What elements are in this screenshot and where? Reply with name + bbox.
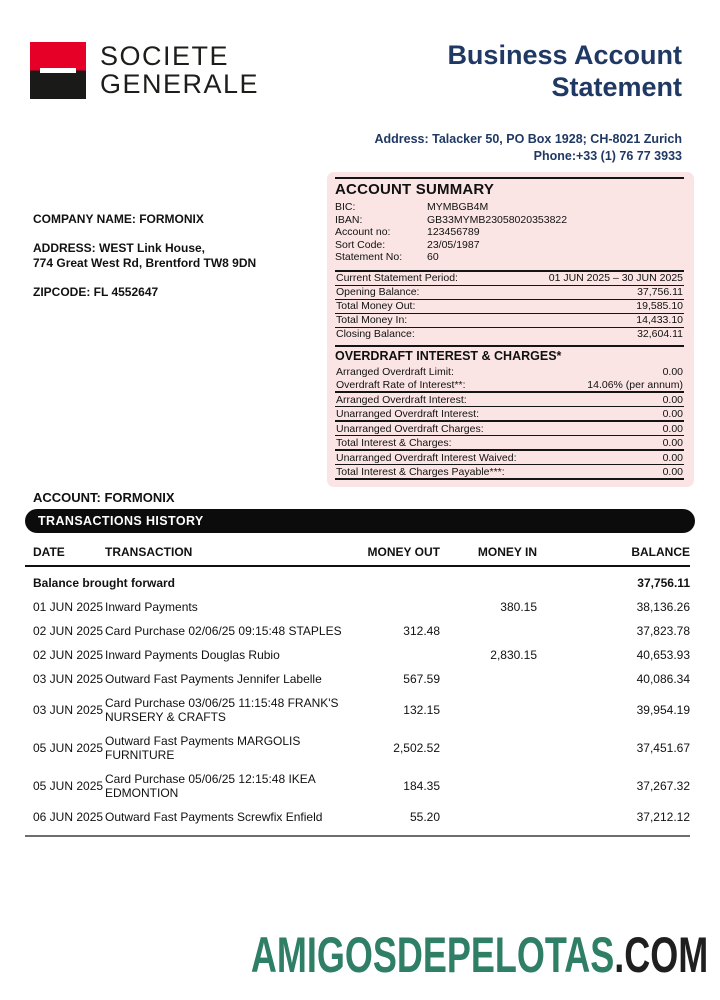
table-row (25, 619, 690, 643)
overdraft-value: 0.00 (662, 393, 683, 406)
overdraft-title: OVERDRAFT INTEREST & CHARGES* (335, 345, 684, 363)
tx-money-in: 380.15 (500, 600, 537, 614)
tx-description: Card Purchase 02/06/25 09:15:48 STAPLES (105, 624, 342, 638)
overdraft-label: Unarranged Overdraft Interest Waived: (336, 451, 517, 464)
bbf-label: Balance brought forward (33, 576, 176, 590)
tx-description: Outward Fast Payments Screwfix Enfield (105, 810, 323, 824)
column-header-money-in: MONEY IN (477, 545, 537, 559)
tx-description: Inward Payments (105, 600, 198, 614)
balance-value: 14,433.10 (636, 314, 683, 327)
overdraft-label: Unarranged Overdraft Interest: (336, 407, 479, 420)
company-address-line1: ADDRESS: WEST Link House, (33, 241, 206, 255)
balance-label: Total Money Out: (336, 300, 416, 313)
bank-logo (30, 42, 259, 99)
tx-balance: 37,823.78 (636, 624, 690, 638)
table-row (25, 667, 690, 691)
summary-detail-row (335, 239, 684, 252)
detail-value: GB33MYMB23058020353822 (427, 213, 568, 226)
table-row (25, 805, 690, 829)
overdraft-value: 0.00 (662, 365, 683, 378)
tx-balance: 40,653.93 (636, 648, 690, 662)
summary-detail-row (335, 251, 684, 264)
detail-label: IBAN: (335, 213, 363, 226)
balance-value: 01 JUN 2025 – 30 JUN 2025 (548, 272, 683, 285)
tx-date: 02 JUN 2025 (33, 624, 104, 638)
tx-date: 05 JUN 2025 (33, 779, 104, 793)
account-heading: ACCOUNT: FORMONIX (33, 490, 175, 505)
customer-info-block (33, 212, 256, 300)
detail-value: 123456789 (427, 226, 480, 239)
overdraft-value: 0.00 (662, 407, 683, 420)
tx-date: 03 JUN 2025 (33, 703, 104, 717)
column-header-transaction: TRANSACTION (105, 545, 193, 559)
detail-label: Account no: (335, 226, 391, 239)
overdraft-label: Overdraft Rate of Interest**: (336, 378, 466, 391)
tx-money-out: 2,502.52 (393, 741, 440, 755)
tx-description: Card Purchase 05/06/25 12:15:48 IKEA EDMONTION (105, 772, 316, 800)
table-row (25, 767, 690, 805)
bank-name-line1: SOCIETE (100, 40, 230, 71)
detail-value: MYMBGB4M (427, 201, 489, 213)
tx-money-out: 55.20 (409, 810, 440, 824)
balance-row (335, 286, 684, 300)
table-row (25, 643, 690, 667)
bank-name (100, 40, 260, 99)
overdraft-value: 14.06% (per annum) (587, 378, 683, 391)
table-row (25, 595, 690, 619)
balance-label: Closing Balance: (336, 328, 415, 341)
tx-balance: 37,267.32 (636, 779, 690, 793)
logo-white-bar (40, 68, 76, 73)
balance-row (335, 300, 684, 314)
account-summary-panel (327, 172, 694, 350)
bank-phone: Phone:+33 (1) 76 77 3933 (533, 148, 682, 163)
tx-date: 02 JUN 2025 (33, 648, 104, 662)
tx-description: Outward Fast Payments MARGOLIS FURNITURE (105, 734, 301, 762)
overdraft-row (335, 393, 684, 407)
document-title: Business Account Statement (447, 40, 682, 102)
detail-label: BIC: (335, 201, 356, 213)
overdraft-label: Total Interest & Charges Payable***: (336, 465, 505, 478)
detail-value: 60 (427, 251, 439, 264)
site-watermark (251, 926, 708, 984)
tx-balance: 38,136.26 (636, 600, 690, 614)
tx-date: 06 JUN 2025 (33, 810, 104, 824)
summary-detail-row (335, 226, 684, 239)
overdraft-row (335, 422, 684, 436)
transactions-table (25, 538, 690, 837)
bank-contact-block (374, 131, 682, 164)
tx-description: Card Purchase 03/06/25 11:15:48 FRANK'S NURSERY & CRAFTS (105, 696, 339, 724)
transactions-history-banner: TRANSACTIONS HISTORY (25, 509, 695, 533)
tx-money-out: 184.35 (403, 779, 440, 793)
tx-description: Inward Payments Douglas Rubio (105, 648, 280, 662)
tx-date: 05 JUN 2025 (33, 741, 104, 755)
company-zipcode: ZIPCODE: FL 4552647 (33, 285, 159, 299)
overdraft-row (335, 451, 684, 465)
detail-value: 23/05/1987 (427, 238, 480, 251)
balance-label: Opening Balance: (336, 286, 420, 299)
balance-value: 32,604.11 (637, 328, 683, 341)
detail-label: Statement No: (335, 251, 403, 264)
tx-date: 03 JUN 2025 (33, 672, 104, 686)
watermark-name: AMIGOSDEPELOTAS (250, 927, 615, 983)
balance-value: 19,585.10 (636, 300, 683, 313)
tx-date: 01 JUN 2025 (33, 600, 104, 614)
table-row (25, 691, 690, 729)
balance-row (335, 314, 684, 328)
overdraft-label: Total Interest & Charges: (336, 436, 452, 449)
table-bottom-rule (25, 835, 690, 837)
company-address-line2: 774 Great West Rd, Brentford TW8 9DN (33, 256, 257, 270)
summary-balances-table (335, 270, 684, 343)
balance-label: Current Statement Period: (336, 272, 458, 285)
tx-money-out: 567.59 (403, 672, 440, 686)
balance-value: 37,756.11 (637, 286, 683, 299)
column-header-date: DATE (33, 545, 65, 559)
tx-money-in: 2,830.15 (490, 648, 537, 662)
summary-detail-row (335, 201, 684, 214)
balance-row (335, 270, 684, 286)
tx-balance: 37,212.12 (636, 810, 690, 824)
tx-description: Outward Fast Payments Jennifer Labelle (105, 672, 322, 686)
column-header-balance: BALANCE (631, 545, 690, 559)
tx-balance: 37,451.67 (636, 741, 690, 755)
overdraft-row (335, 465, 684, 480)
overdraft-label: Arranged Overdraft Interest: (336, 393, 467, 406)
balance-label: Total Money In: (336, 314, 408, 327)
overdraft-label: Arranged Overdraft Limit: (336, 365, 454, 378)
bank-name-line2: GENERALE (100, 68, 260, 99)
tx-money-out: 312.48 (403, 624, 440, 638)
balance-brought-forward-row (25, 567, 690, 595)
overdraft-value: 0.00 (662, 465, 683, 478)
overdraft-row (335, 436, 684, 451)
tx-balance: 40,086.34 (636, 672, 690, 686)
overdraft-value: 0.00 (662, 451, 683, 464)
overdraft-row (335, 365, 684, 378)
overdraft-row (335, 407, 684, 422)
table-row (25, 729, 690, 767)
transactions-header-row (25, 538, 690, 567)
tx-balance: 39,954.19 (636, 703, 690, 717)
overdraft-panel (327, 340, 694, 487)
tx-money-out: 132.15 (403, 703, 440, 717)
overdraft-value: 0.00 (662, 422, 683, 435)
societe-generale-logo-icon (30, 42, 86, 99)
account-summary-title: ACCOUNT SUMMARY (335, 177, 684, 198)
detail-label: Sort Code: (335, 238, 386, 251)
company-name: COMPANY NAME: FORMONIX (33, 212, 204, 226)
watermark-tld: .COM (614, 927, 708, 983)
bank-address: Address: Talacker 50, PO Box 1928; CH-8021 Zurich (374, 132, 682, 146)
column-header-money-out: MONEY OUT (367, 545, 440, 559)
summary-detail-row (335, 214, 684, 227)
overdraft-label: Unarranged Overdraft Charges: (336, 422, 484, 435)
bbf-balance: 37,756.11 (637, 576, 690, 590)
overdraft-row (335, 378, 684, 393)
overdraft-value: 0.00 (662, 436, 683, 449)
